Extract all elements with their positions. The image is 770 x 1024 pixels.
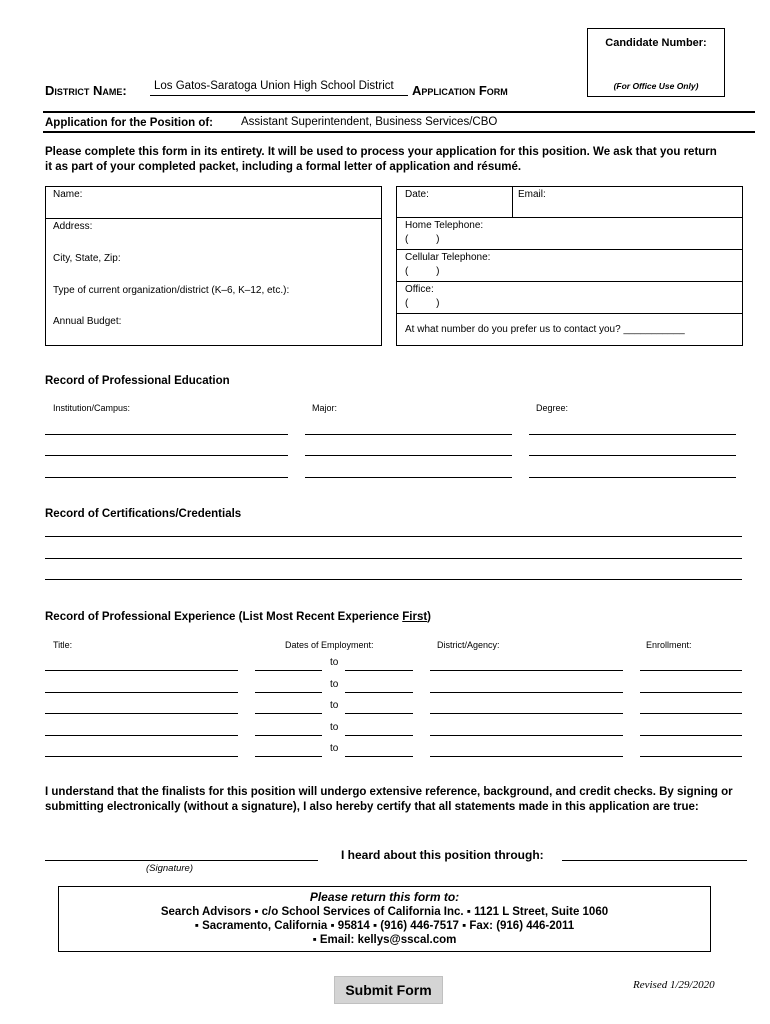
first-emphasis: First [402,611,428,623]
education-entry-line[interactable] [529,434,736,435]
to-label: to [330,657,339,668]
org-type-label: Type of current organization/district (K–6, K–12, etc.): [53,285,290,296]
position-divider [43,131,755,133]
degree-col: Degree: [536,403,569,413]
experience-title: Record of Professional Experience (List Most Recent Experience First) [45,611,432,623]
cell-tel-label: Cellular Telephone: [405,252,491,263]
education-title: Record of Professional Education [45,375,230,387]
email-field[interactable] [550,200,738,214]
city-label: City, State, Zip: [53,253,121,264]
office-tel-paren: ( ) [405,298,440,309]
experience-entry-line[interactable] [45,735,238,736]
office-tel-label: Office: [405,284,434,295]
experience-entry-line[interactable] [45,756,238,757]
experience-entry-line[interactable] [255,670,322,671]
education-entry-line[interactable] [305,434,512,435]
experience-entry-line[interactable] [345,670,413,671]
experience-entry-line[interactable] [430,735,623,736]
date-label: Date: [405,189,429,200]
institution-col: Institution/Campus: [53,403,131,413]
experience-entry-line[interactable] [255,713,322,714]
revised-date: Revised 1/29/2020 [633,979,715,991]
experience-entry-line[interactable] [640,692,742,693]
experience-entry-line[interactable] [640,670,742,671]
position-label: Application for the Position of: [45,117,214,129]
return-box [58,886,711,952]
signature-label: (Signature) [146,863,193,874]
education-entry-line[interactable] [45,455,288,456]
cert-line[interactable] [45,558,742,559]
experience-entry-line[interactable] [45,692,238,693]
return-line2: ▪ Sacramento, California ▪ 95814 ▪ (916) 446-7517 ▪ Fax: (916) 446-2011 [194,920,575,932]
return-line1: Search Advisors ▪ c/o School Services of California Inc. ▪ 1121 L Street, Suite 1060 [160,906,609,918]
home-tel-label: Home Telephone: [405,220,484,231]
experience-entry-line[interactable] [255,735,322,736]
district-name-label: District Name: [45,83,127,98]
experience-entry-line[interactable] [345,692,413,693]
experience-entry-line[interactable] [640,713,742,714]
intro-text: Please complete this form in its entirety. It will be used to process your application for this position. We ask that you return it as part of your completed packet, including a formal letter of application and résumé. [45,146,717,173]
education-entry-line[interactable] [529,455,736,456]
experience-entry-line[interactable] [255,756,322,757]
experience-entry-line[interactable] [45,713,238,714]
district-name-underline [150,95,408,96]
experience-entry-line[interactable] [345,756,413,757]
name-label: Name: [53,189,83,200]
dates-col: Dates of Employment: [285,640,374,650]
title-col: Title: [53,640,73,650]
application-form-label: Application Form [412,83,508,98]
experience-entry-line[interactable] [45,670,238,671]
preferred-number-label: At what number do you prefer us to contact you? ___________ [405,324,685,335]
experience-entry-line[interactable] [430,692,623,693]
education-entry-line[interactable] [45,434,288,435]
return-title: Please return this form to: [309,890,460,904]
submit-button[interactable]: Submit Form [334,976,443,1004]
heard-label: I heard about this position through: [341,848,544,862]
experience-entry-line[interactable] [430,670,623,671]
position-value[interactable]: Assistant Superintendent, Business Services/CBO [241,116,498,128]
cell-tel-paren: ( ) [405,266,440,277]
cert-line[interactable] [45,536,742,537]
to-label: to [330,722,339,733]
experience-entry-line[interactable] [640,735,742,736]
office-use-label: (For Office Use Only) [613,81,699,91]
email-label: Email: [518,189,546,200]
cert-line[interactable] [45,579,742,580]
certifications-title: Record of Certifications/Credentials [45,508,242,520]
education-entry-line[interactable] [305,477,512,478]
major-col: Major: [312,403,338,413]
date-field[interactable] [432,200,507,214]
address-label: Address: [53,221,93,232]
district-col: District/Agency: [437,640,500,650]
date-email-divider [512,186,513,218]
experience-entry-line[interactable] [345,713,413,714]
education-entry-line[interactable] [45,477,288,478]
to-label: to [330,743,339,754]
experience-entry-line[interactable] [430,756,623,757]
experience-entry-line[interactable] [640,756,742,757]
to-label: to [330,700,339,711]
signature-line[interactable] [45,860,318,861]
return-line3: ▪ Email: kellys@sscal.com [312,934,457,946]
budget-label: Annual Budget: [53,316,122,327]
district-name-value[interactable]: Los Gatos-Saratoga Union High School District [154,80,394,92]
enrollment-col: Enrollment: [646,640,692,650]
experience-entry-line[interactable] [430,713,623,714]
education-entry-line[interactable] [529,477,736,478]
certify-text: I understand that the finalists for this position will undergo extensive reference, background, and credit checks. By signing or submitting electronically (without a signature), I also hereby certify that all statements made in this application are true: [45,786,733,813]
candidate-number-label: Candidate Number: [605,37,707,49]
candidate-number-box [587,28,725,97]
home-tel-paren: ( ) [405,234,440,245]
header-divider [43,111,755,113]
to-label: to [330,679,339,690]
name-field[interactable] [90,200,370,214]
education-entry-line[interactable] [305,455,512,456]
experience-entry-line[interactable] [345,735,413,736]
heard-line[interactable] [562,860,747,861]
experience-entry-line[interactable] [255,692,322,693]
